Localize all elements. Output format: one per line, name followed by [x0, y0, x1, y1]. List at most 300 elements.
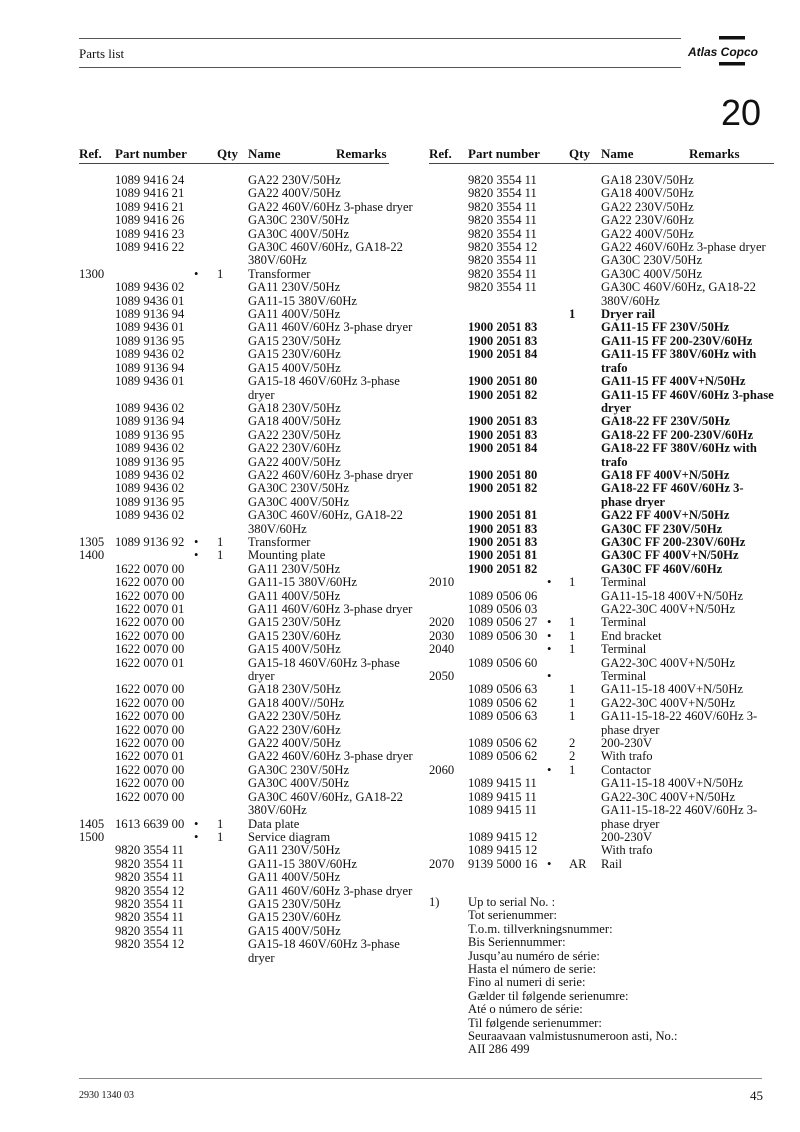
name-cell: 200-230V [601, 829, 653, 844]
left-header-rule [79, 163, 389, 164]
part-number-cell: 1900 2051 83 [468, 534, 538, 549]
part-number-cell: 1622 0070 00 [115, 695, 185, 710]
name-cell: GA15 400V/50Hz [248, 923, 341, 938]
qty-cell: 1 [569, 628, 576, 643]
table-row [429, 335, 774, 348]
part-number-cell: 1089 9136 95 [115, 454, 185, 469]
name-cell: GA22 FF 400V+N/50Hz [601, 508, 730, 523]
qty-cell: 1 [569, 762, 576, 777]
table-row [79, 844, 419, 857]
table-row [79, 871, 419, 884]
name-cell: Transformer [248, 266, 311, 281]
table-row [429, 750, 774, 763]
table-row [429, 831, 774, 844]
part-number-cell: 9820 3554 12 [468, 240, 538, 255]
table-row [79, 576, 419, 589]
qty-cell: 1 [217, 548, 224, 563]
table-row [79, 509, 419, 536]
part-number-cell: 1089 9436 02 [115, 400, 185, 415]
part-number-cell: 1900 2051 83 [468, 427, 538, 442]
part-number-cell: 1613 6639 00 [115, 816, 185, 831]
part-number-cell: 1089 9416 26 [115, 213, 185, 228]
table-row [429, 214, 774, 227]
part-number-cell: 1089 9136 94 [115, 414, 185, 429]
document-number: 2930 1340 03 [79, 1090, 134, 1101]
table-row [79, 911, 419, 924]
name-cell: Mounting plate [248, 548, 326, 563]
part-number-cell: 1900 2051 83 [468, 320, 538, 335]
name-cell: GA11-15-18 400V+N/50Hz [601, 776, 743, 791]
part-number-cell: 1089 9416 23 [115, 226, 185, 241]
name-cell: GA11-15 380V/60Hz [248, 575, 358, 590]
part-number-cell: 1622 0070 00 [115, 776, 185, 791]
table-row [429, 697, 774, 710]
part-number-cell: 1089 9416 22 [115, 240, 185, 255]
table-row [79, 697, 419, 710]
name-cell: GA18 230V/50Hz [248, 682, 341, 697]
table-row [79, 590, 419, 603]
part-number-cell: 1089 9415 11 [468, 789, 537, 804]
table-row [79, 362, 419, 375]
name-cell: GA22 230V/60Hz [248, 722, 341, 737]
qty-cell: 1 [217, 266, 224, 281]
header-rule-top [79, 38, 681, 39]
name-cell: GA18-22 FF 380V/60Hz with trafo [601, 441, 757, 469]
name-cell: GA11 230V/50Hz [248, 280, 341, 295]
name-cell: With trafo [601, 749, 653, 764]
header-part-number: Part number [115, 146, 187, 161]
table-row [79, 187, 419, 200]
table-row [79, 321, 419, 334]
table-row [429, 590, 774, 603]
name-cell: GA30C 230V/50Hz [601, 253, 703, 268]
part-number-cell: 1900 2051 82 [468, 387, 538, 402]
part-number-cell: 1089 0506 62 [468, 736, 538, 751]
table-row [79, 603, 419, 616]
footnote-line: Tot serienummer: [468, 908, 557, 923]
part-number-cell: 1900 2051 81 [468, 548, 538, 563]
name-cell: GA30C 400V/50Hz [601, 266, 703, 281]
name-cell: GA15-18 460V/60Hz 3-phase dryer [248, 937, 400, 965]
name-cell: GA11-15-18-22 460V/60Hz 3-phase dryer [601, 709, 758, 737]
name-cell: GA22 230V/50Hz [248, 173, 341, 187]
part-number-cell: 1089 0506 06 [468, 588, 538, 603]
part-number-cell: 9820 3554 11 [115, 910, 184, 925]
part-number-cell: 1622 0070 00 [115, 615, 185, 630]
name-cell: GA11-15 FF 200-230V/60Hz [601, 333, 753, 348]
qty-cell: 2 [569, 736, 576, 751]
part-number-cell: 1089 9416 21 [115, 199, 185, 214]
part-number-cell: 1089 9436 01 [115, 320, 185, 335]
table-row [79, 348, 419, 361]
name-cell: Terminal [601, 669, 647, 684]
name-cell: GA22-30C 400V+N/50Hz [601, 655, 736, 670]
table-row [79, 885, 419, 898]
name-cell: Contactor [601, 762, 651, 777]
name-cell: GA30C 460V/60Hz, GA18-22 380V/60Hz [601, 280, 756, 308]
name-cell: GA15 400V/50Hz [248, 360, 341, 375]
table-row [79, 241, 419, 268]
table-row [79, 402, 419, 415]
part-number-cell: 1089 0506 63 [468, 682, 538, 697]
part-number-cell: 1089 0506 62 [468, 695, 538, 710]
part-number-cell: 1089 9436 02 [115, 481, 185, 496]
footnote-line: Gælder til følgende serienumre: [468, 988, 629, 1003]
table-row [79, 442, 419, 455]
part-number-cell: 9820 3554 11 [115, 843, 184, 858]
footnote-line: Til følgende serienummer: [468, 1015, 602, 1030]
part-number-cell: 1622 0070 00 [115, 642, 185, 657]
name-cell: GA11-15 FF 380V/60Hz with trafo [601, 347, 757, 375]
header-rule-bottom [79, 67, 681, 68]
name-cell: GA30C 460V/60Hz, GA18-22 380V/60Hz [248, 508, 403, 536]
table-row [79, 549, 419, 562]
name-cell: GA22 230V/50Hz [248, 709, 341, 724]
name-cell: GA22 460V/60Hz 3-phase dryer [248, 199, 413, 214]
part-number-cell: 1089 9436 02 [115, 280, 185, 295]
name-cell: GA18 400V/50Hz [248, 414, 341, 429]
bullet-marker: • [547, 575, 552, 590]
right-column-header [429, 146, 774, 164]
name-cell: GA22 230V/50Hz [248, 427, 341, 442]
part-number-cell: 1622 0070 00 [115, 709, 185, 724]
table-row [429, 201, 774, 214]
part-number-cell: 1900 2051 84 [468, 441, 538, 456]
name-cell: GA11 400V/50Hz [248, 588, 341, 603]
atlas-copco-logo [684, 36, 762, 70]
table-row [429, 643, 774, 656]
table-row [79, 898, 419, 911]
table-row [79, 214, 419, 227]
part-number-cell: 1089 9436 01 [115, 374, 185, 389]
table-row [79, 643, 419, 656]
part-number-cell: 1089 9136 95 [115, 333, 185, 348]
name-cell: Terminal [601, 615, 647, 630]
table-row [79, 415, 419, 428]
table-row [79, 764, 419, 777]
table-row [79, 777, 419, 790]
part-number-cell: 9820 3554 11 [468, 199, 537, 214]
qty-cell: AR [569, 856, 587, 871]
header-remarks: Remarks [689, 146, 740, 161]
right-parts-column [429, 174, 774, 871]
part-number-cell: 1089 9136 95 [115, 494, 185, 509]
bullet-marker: • [194, 548, 199, 563]
part-number-cell: 9820 3554 11 [115, 856, 184, 871]
bullet-marker: • [547, 642, 552, 657]
part-number-cell: 9820 3554 12 [115, 883, 185, 898]
svg-text:Atlas Copco: Atlas Copco [687, 45, 759, 59]
name-cell: GA22 230V/60Hz [601, 213, 694, 228]
footnote-line: Fino al numeri di serie: [468, 975, 586, 990]
table-row [79, 496, 419, 509]
part-number-cell: 1089 9416 21 [115, 186, 185, 201]
part-number-cell: 1089 9136 95 [115, 427, 185, 442]
table-row [429, 576, 774, 589]
part-number-cell: 1900 2051 81 [468, 508, 538, 523]
name-cell: GA15 230V/60Hz [248, 628, 341, 643]
name-cell: GA22-30C 400V+N/50Hz [601, 789, 736, 804]
table-row [429, 509, 774, 522]
table-row [429, 683, 774, 696]
ref-cell: 2030 [429, 628, 455, 643]
bullet-marker: • [547, 669, 552, 684]
bullet-marker: • [194, 829, 199, 844]
footnote-line: Seuraavaan valmistusnumeroon asti, No.: [468, 1029, 678, 1044]
qty-cell: 1 [569, 575, 576, 590]
footnote-lines [468, 896, 768, 1057]
table-row [429, 174, 774, 187]
part-number-cell: 1900 2051 80 [468, 467, 538, 482]
name-cell: GA11-15-18 400V+N/50Hz [601, 682, 743, 697]
table-row [429, 228, 774, 241]
part-number-cell: 9820 3554 11 [468, 253, 537, 268]
name-cell: GA15 230V/60Hz [248, 347, 341, 362]
header-title: Parts list [79, 46, 125, 61]
name-cell: GA15 230V/60Hz [248, 910, 341, 925]
table-row [429, 375, 774, 388]
part-number-cell: 1622 0070 00 [115, 762, 185, 777]
table-row [79, 683, 419, 696]
table-row [79, 630, 419, 643]
part-number-cell: 1900 2051 83 [468, 333, 538, 348]
name-cell: GA18 230V/50Hz [601, 173, 694, 187]
name-cell: GA22 400V/50Hz [248, 736, 341, 751]
part-number-cell: 1089 9415 12 [468, 829, 538, 844]
part-number-cell: 1089 9415 12 [468, 843, 538, 858]
part-number-cell: 1622 0070 01 [115, 655, 185, 670]
name-cell: GA30C FF 400V+N/50Hz [601, 548, 739, 563]
part-number-cell: 1622 0070 00 [115, 588, 185, 603]
page-number: 45 [750, 1088, 763, 1103]
table-row [429, 563, 774, 576]
part-number-cell: 1900 2051 83 [468, 414, 538, 429]
part-number-cell: 9820 3554 11 [468, 266, 537, 281]
footnote-line: Até o número de série: [468, 1002, 583, 1017]
name-cell: With trafo [601, 843, 653, 858]
name-cell: GA22-30C 400V+N/50Hz [601, 695, 736, 710]
table-row [79, 616, 419, 629]
ref-cell: 1405 [79, 816, 105, 831]
table-row [79, 429, 419, 442]
part-number-cell: 1089 0506 03 [468, 602, 538, 616]
name-cell: GA30C 400V/50Hz [248, 226, 350, 241]
table-row [429, 308, 774, 321]
part-number-cell: 9139 5000 16 [468, 856, 538, 871]
ref-cell: 2070 [429, 856, 455, 871]
part-number-cell: 9820 3554 11 [115, 870, 184, 885]
ref-cell: 2010 [429, 575, 455, 590]
table-row [429, 241, 774, 254]
bullet-marker: • [547, 856, 552, 871]
table-row [79, 375, 419, 402]
header-ref: Ref. [429, 146, 452, 161]
name-cell: GA22 460V/60Hz 3-phase dryer [248, 467, 413, 482]
ref-cell: 2020 [429, 615, 455, 630]
name-cell: GA11 460V/60Hz 3-phase dryer [248, 320, 413, 335]
table-row [79, 737, 419, 750]
qty-cell: 1 [569, 682, 576, 697]
part-number-cell: 1089 9436 01 [115, 293, 185, 308]
name-cell: GA18 400V//50Hz [248, 695, 345, 710]
name-cell: GA15 230V/50Hz [248, 896, 341, 911]
ref-cell: 1305 [79, 534, 105, 549]
table-row [429, 321, 774, 334]
bullet-marker: • [194, 266, 199, 281]
name-cell: Transformer [248, 534, 311, 549]
name-cell: GA15 400V/50Hz [248, 642, 341, 657]
name-cell: GA11 230V/50Hz [248, 843, 341, 858]
name-cell: GA11 230V/50Hz [248, 561, 341, 576]
name-cell: GA18-22 FF 230V/50Hz [601, 414, 730, 429]
name-cell: GA22 460V/60Hz 3-phase dryer [248, 749, 413, 764]
table-row [429, 415, 774, 428]
table-row [429, 442, 774, 469]
name-cell: GA30C 230V/50Hz [248, 213, 350, 228]
table-row [79, 858, 419, 871]
header-part-number: Part number [468, 146, 540, 161]
qty-cell: 1 [217, 534, 224, 549]
footnote-line: Hasta el número de serie: [468, 962, 596, 977]
ref-cell: 1500 [79, 829, 105, 844]
part-number-cell: 1089 0506 30 [468, 628, 538, 643]
part-number-cell: 1089 9436 02 [115, 467, 185, 482]
footer-rule [79, 1078, 762, 1079]
name-cell: End bracket [601, 628, 662, 643]
name-cell: GA30C 400V/50Hz [248, 776, 350, 791]
header-ref: Ref. [79, 146, 102, 161]
name-cell: GA15 230V/50Hz [248, 333, 341, 348]
right-header-rule [429, 163, 774, 164]
header-remarks: Remarks [336, 146, 387, 161]
part-number-cell: 9820 3554 11 [115, 923, 184, 938]
part-number-cell: 1622 0070 00 [115, 628, 185, 643]
name-cell: Rail [601, 856, 622, 871]
ref-cell: 1300 [79, 266, 105, 281]
part-number-cell: 1089 9416 24 [115, 173, 185, 187]
table-row [79, 925, 419, 938]
bullet-marker: • [194, 816, 199, 831]
name-cell: Terminal [601, 575, 647, 590]
qty-cell: 1 [217, 816, 224, 831]
part-number-cell: 1089 9415 11 [468, 803, 537, 818]
name-cell: GA15 230V/50Hz [248, 615, 341, 630]
footnote-line: AII 286 499 [468, 1042, 530, 1057]
name-cell: Data plate [248, 816, 300, 831]
part-number-cell: 1089 0506 63 [468, 709, 538, 724]
name-cell: GA22 400V/50Hz [601, 226, 694, 241]
header-name: Name [248, 146, 281, 161]
part-number-cell: 9820 3554 11 [468, 186, 537, 201]
part-number-cell: 1622 0070 00 [115, 789, 185, 804]
left-parts-column [79, 174, 419, 965]
part-number-cell: 9820 3554 12 [115, 937, 185, 952]
table-row [79, 174, 419, 187]
table-row [429, 657, 774, 670]
table-row [429, 804, 774, 831]
table-row [429, 187, 774, 200]
qty-cell: 1 [569, 307, 576, 322]
table-row [79, 295, 419, 308]
name-cell: GA11 460V/60Hz 3-phase dryer [248, 602, 413, 616]
part-number-cell: 1900 2051 80 [468, 374, 538, 389]
table-row [79, 791, 419, 818]
table-row [429, 710, 774, 737]
part-number-cell: 1622 0070 00 [115, 736, 185, 751]
table-row [79, 456, 419, 469]
table-row [429, 281, 774, 308]
footnote-marker: 1) [429, 895, 440, 909]
name-cell: GA11-15 FF 460V/60Hz 3-phase dryer [601, 387, 774, 415]
table-row [429, 858, 774, 871]
part-number-cell: 1622 0070 00 [115, 722, 185, 737]
name-cell: GA22 230V/50Hz [601, 199, 694, 214]
name-cell: GA30C FF 230V/50Hz [601, 521, 723, 536]
table-row [79, 818, 419, 831]
table-row [79, 281, 419, 294]
part-number-cell: 1089 9136 94 [115, 360, 185, 375]
table-row [79, 228, 419, 241]
table-row [79, 201, 419, 214]
table-row [79, 750, 419, 763]
name-cell: Service diagram [248, 829, 331, 844]
table-row [79, 724, 419, 737]
part-number-cell: 1089 9436 02 [115, 347, 185, 362]
part-number-cell: 1622 0070 00 [115, 682, 185, 697]
name-cell: GA22 230V/60Hz [248, 441, 341, 456]
part-number-cell: 9820 3554 11 [468, 226, 537, 241]
bullet-marker: • [547, 762, 552, 777]
table-row [79, 536, 419, 549]
name-cell: GA11-15 FF 400V+N/50Hz [601, 374, 746, 389]
name-cell: GA11-15 FF 230V/50Hz [601, 320, 730, 335]
part-number-cell: 1089 0506 60 [468, 655, 538, 670]
table-row [429, 254, 774, 267]
table-row [429, 549, 774, 562]
qty-cell: 1 [569, 709, 576, 724]
name-cell: Dryer rail [601, 307, 655, 322]
footnote-line: Up to serial No. : [468, 895, 556, 909]
table-row [429, 791, 774, 804]
part-number-cell: 9820 3554 11 [468, 213, 537, 228]
header-qty: Qty [217, 146, 238, 161]
table-row [429, 429, 774, 442]
name-cell: GA30C 460V/60Hz, GA18-22 380V/60Hz [248, 789, 403, 818]
part-number-cell: 1900 2051 83 [468, 521, 538, 536]
name-cell: GA11-15 380V/60Hz [248, 856, 358, 871]
table-row [79, 563, 419, 576]
name-cell: GA15-18 460V/60Hz 3-phase dryer [248, 374, 400, 402]
table-row [79, 831, 419, 844]
bullet-marker: • [547, 615, 552, 630]
footnote-line: T.o.m. tillverkningsnummer: [468, 921, 613, 936]
table-row [429, 469, 774, 482]
table-row [429, 268, 774, 281]
bullet-marker: • [194, 534, 199, 549]
table-row [79, 335, 419, 348]
name-cell: GA18 230V/50Hz [248, 400, 341, 415]
bullet-marker: • [547, 628, 552, 643]
ref-cell: 1400 [79, 548, 105, 563]
name-cell: GA11 460V/60Hz 3-phase dryer [248, 883, 413, 898]
footnote-line: Bis Seriennummer: [468, 935, 566, 950]
part-number-cell: 9820 3554 11 [468, 173, 537, 187]
table-row [429, 536, 774, 549]
part-number-cell: 1089 9436 02 [115, 441, 185, 456]
name-cell: GA18 400V/50Hz [601, 186, 694, 201]
qty-cell: 2 [569, 749, 576, 764]
part-number-cell: 1622 0070 00 [115, 561, 185, 576]
